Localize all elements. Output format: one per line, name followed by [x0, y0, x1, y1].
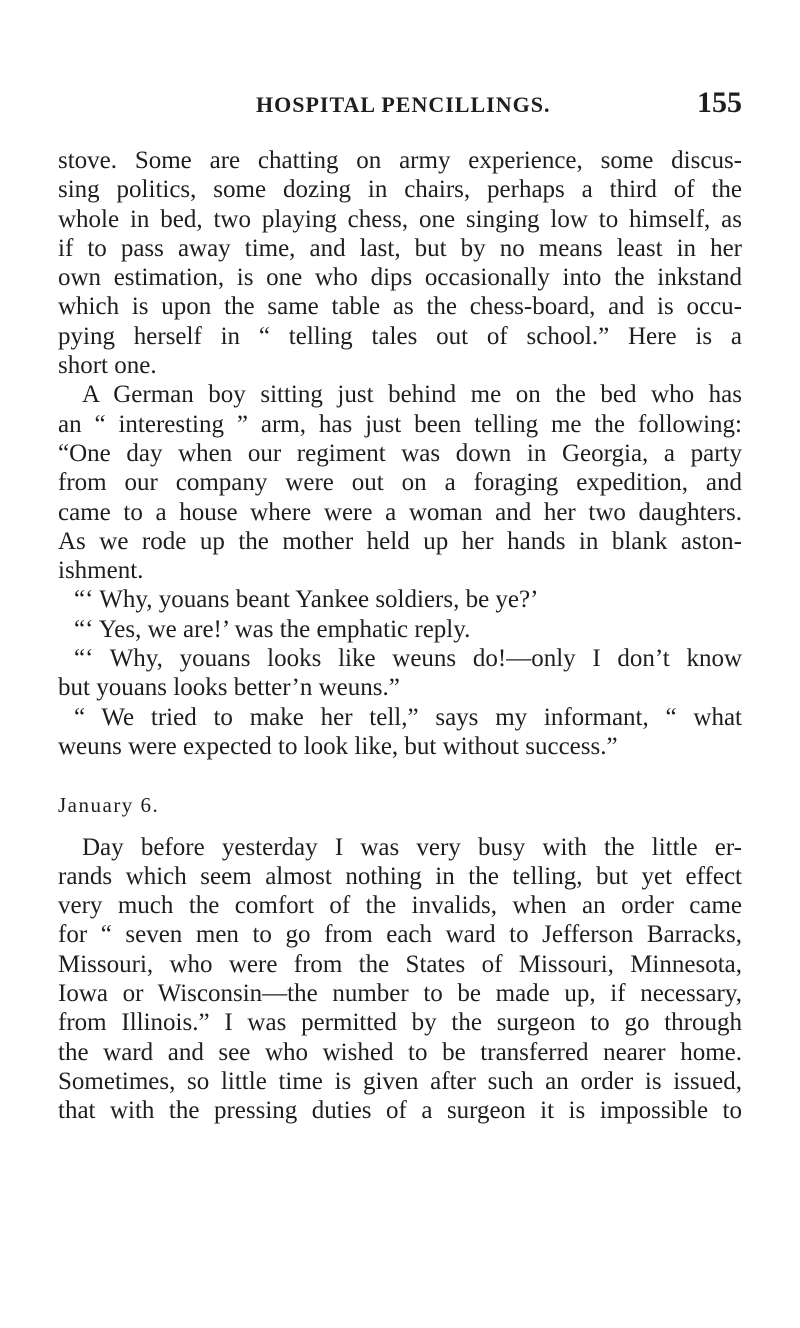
- text-line: an “ interesting ” arm, has just been telling me the following:: [58, 410, 742, 438]
- body-text: [58, 146, 742, 1126]
- text-line: for “ seven men to go from each ward to Jefferson Barracks,: [58, 921, 742, 949]
- dialogue-line: but youans looks better’n weuns.”: [58, 674, 400, 702]
- running-title: HOSPITAL PENCILLINGS.: [256, 92, 551, 117]
- text-line: As we rode up the mother held up her hands in blank aston-: [58, 527, 742, 555]
- text-line: which is upon the same table as the chess-board, and is occu-: [58, 293, 742, 321]
- section-gap: [58, 761, 742, 791]
- text-line: pying herself in “ telling tales out of school.” Here is a: [58, 322, 742, 350]
- dialogue: [58, 585, 742, 761]
- text-line: if to pass away time, and last, but by no means least in her: [58, 234, 742, 262]
- text-line: that with the pressing duties of a surgeon it is impossible to: [58, 1097, 742, 1125]
- paragraph-2: [58, 380, 742, 585]
- text-line: the ward and see who wished to be transferred nearer home.: [58, 1038, 742, 1066]
- paragraph-3: [58, 833, 742, 1126]
- text-line: A German boy sitting just behind me on the bed who has: [82, 381, 742, 409]
- text-line: own estimation, is one who dips occasionally into the inkstand: [58, 264, 742, 292]
- text-line: sing politics, some dozing in chairs, perhaps a third of the: [58, 176, 742, 204]
- page-number: 155: [697, 86, 742, 119]
- text-line: very much the comfort of the invalids, when an order came: [58, 892, 742, 920]
- dialogue-line: “ We tried to make her tell,” says my informant, “ what: [74, 703, 742, 731]
- paragraph-1: [58, 146, 742, 380]
- text-line: short one.: [58, 352, 157, 380]
- dialogue-line: “‘ Yes, we are!’ was the emphatic reply.: [74, 615, 471, 643]
- dialogue-line: weuns were expected to look like, but without success.”: [58, 732, 618, 760]
- page-header: [58, 86, 742, 126]
- text-line: “One day when our regiment was down in Georgia, a party: [58, 439, 742, 467]
- text-line: Missouri, who were from the States of Missouri, Minnesota,: [58, 950, 742, 978]
- text-line: Sometimes, so little time is given after such an order is issued,: [58, 1067, 742, 1095]
- text-line: ishment.: [58, 557, 144, 585]
- dialogue-line: “‘ Why, youans looks like weuns do!—only I don’t know: [74, 645, 742, 673]
- text-line: came to a house where were a woman and her two daughters.: [58, 498, 742, 526]
- text-line: stove. Some are chatting on army experience, some discus-: [58, 147, 742, 174]
- text-line: from our company were out on a foraging expedition, and: [58, 469, 742, 497]
- text-line: from Illinois.” I was permitted by the surgeon to go through: [58, 1009, 742, 1037]
- text-line: whole in bed, two playing chess, one singing low to himself, as: [58, 205, 742, 233]
- text-line: Iowa or Wisconsin—the number to be made up, if necessary,: [58, 980, 742, 1008]
- text-line: Day before yesterday I was very busy with the little er-: [82, 833, 742, 861]
- section-heading: January 6.: [58, 793, 160, 818]
- text-line: rands which seem almost nothing in the telling, but yet effect: [58, 862, 742, 890]
- section-gap: [58, 821, 742, 833]
- dialogue-line: “‘ Why, youans beant Yankee soldiers, be ye?’: [74, 586, 539, 614]
